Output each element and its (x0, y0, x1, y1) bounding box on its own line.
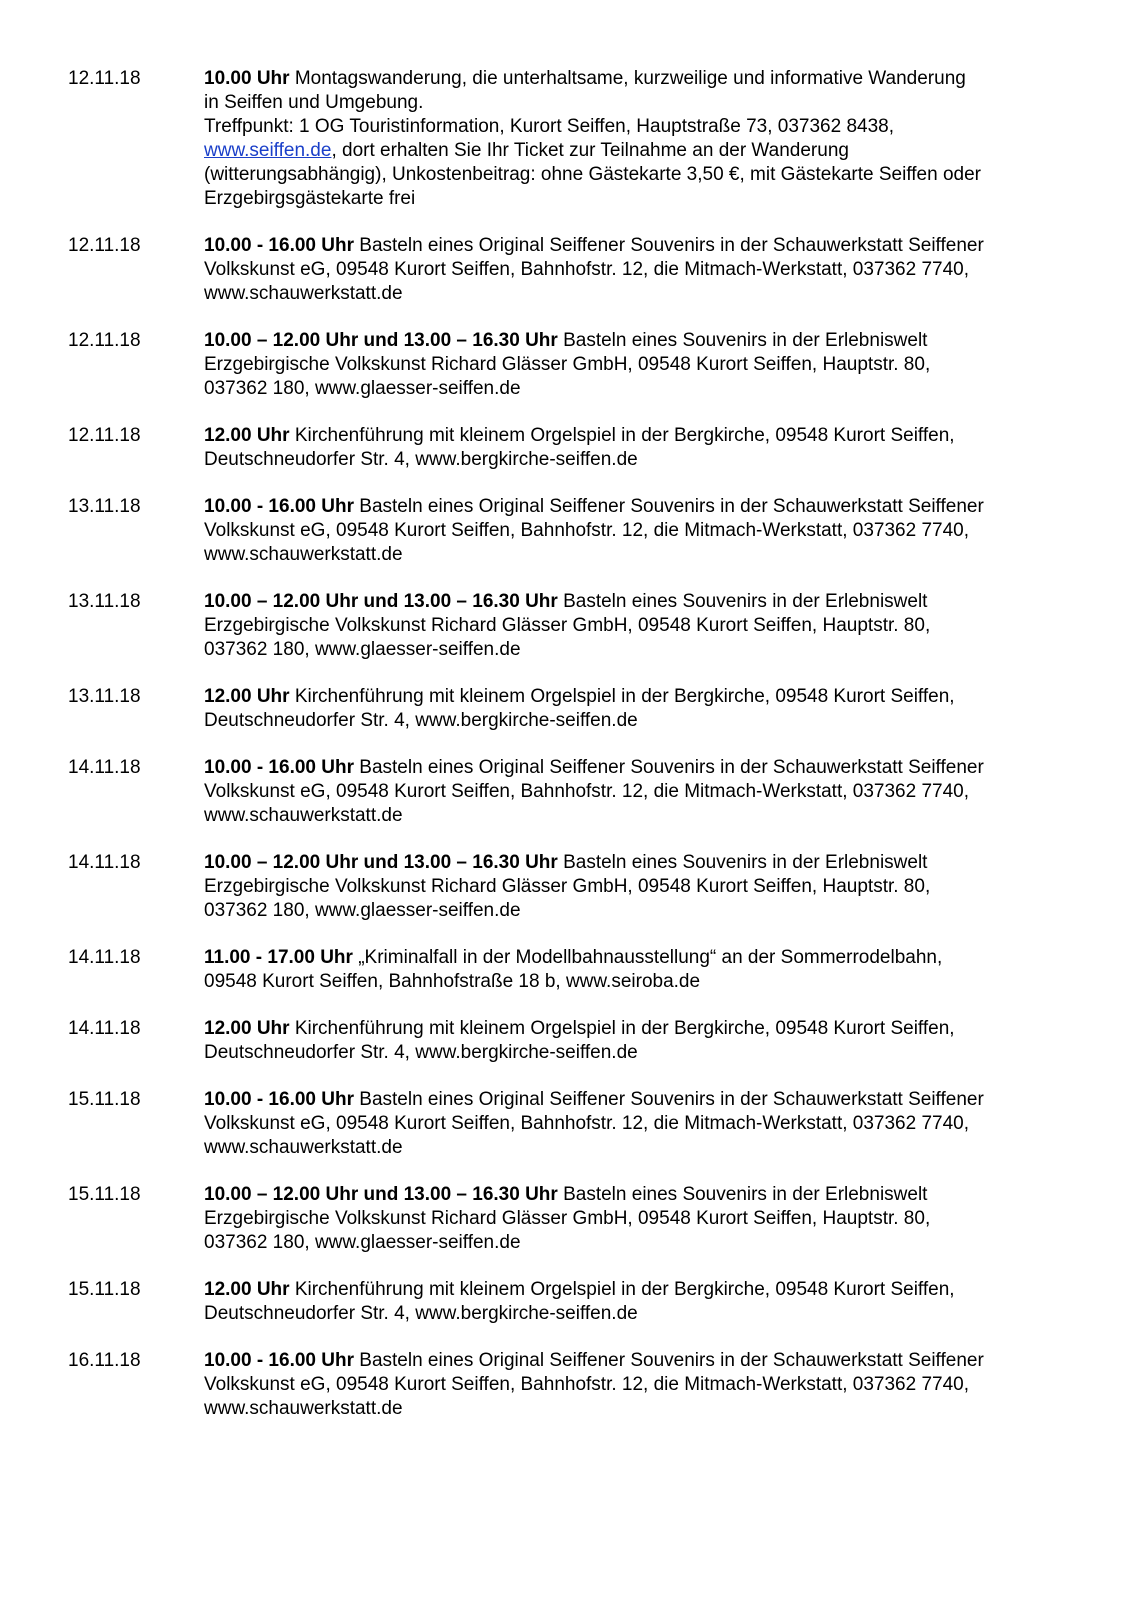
event-line (204, 1278, 1054, 1302)
event-date: 15.11.18 (68, 1089, 141, 1110)
entry-spacer (68, 401, 1068, 424)
event-line (204, 234, 1054, 258)
event-line (204, 851, 1054, 875)
event-time: 10.00 - 16.00 Uhr (204, 235, 354, 256)
event-text: Kirchenführung mit kleinem Orgelspiel in der Bergkirche, 09548 Kurort Seiffen, (294, 1279, 955, 1300)
event-entry (68, 1183, 1068, 1255)
event-line: www.schauwerkstatt.de (204, 544, 403, 565)
event-line: Deutschneudorfer Str. 4, www.bergkirche-seiffen.de (204, 1303, 638, 1324)
event-date: 15.11.18 (68, 1279, 141, 1300)
entry-spacer (68, 923, 1068, 946)
entry-spacer (68, 1326, 1068, 1349)
event-line: Volkskunst eG, 09548 Kurort Seiffen, Bahnhofstr. 12, die Mitmach-Werkstatt, 037362 7740, (204, 1374, 970, 1395)
event-time: 12.00 Uhr (204, 1018, 290, 1039)
event-text: Basteln eines Souvenirs in der Erlebniswelt (563, 591, 928, 612)
event-text: Basteln eines Original Seiffener Souvenirs in der Schauwerkstatt Seiffener (359, 1089, 984, 1110)
event-entry (68, 590, 1068, 662)
event-time: 10.00 – 12.00 Uhr und 13.00 – 16.30 Uhr (204, 1184, 558, 1205)
event-description (204, 1349, 1054, 1421)
event-description (204, 234, 1054, 306)
event-date: 14.11.18 (68, 852, 141, 873)
event-line (204, 946, 1054, 970)
event-time: 10.00 – 12.00 Uhr und 13.00 – 16.30 Uhr (204, 591, 558, 612)
event-entry (68, 424, 1068, 472)
entry-spacer (68, 828, 1068, 851)
event-line: Deutschneudorfer Str. 4, www.bergkirche-seiffen.de (204, 449, 638, 470)
event-line: Volkskunst eG, 09548 Kurort Seiffen, Bahnhofstr. 12, die Mitmach-Werkstatt, 037362 7740, (204, 1113, 970, 1134)
event-line (204, 495, 1054, 519)
event-line (204, 139, 1054, 163)
event-line (204, 424, 1054, 448)
event-entry (68, 946, 1068, 994)
event-line: 037362 180, www.glaesser-seiffen.de (204, 1232, 521, 1253)
event-line: Treffpunkt: 1 OG Touristinformation, Kurort Seiffen, Hauptstraße 73, 037362 8438, (204, 116, 895, 137)
event-text: „Kriminalfall in der Modellbahnausstellung“ an der Sommerrodelbahn, (358, 947, 943, 968)
event-line (204, 329, 1054, 353)
event-time: 10.00 - 16.00 Uhr (204, 1350, 354, 1371)
entry-spacer (68, 567, 1068, 590)
event-text: Basteln eines Souvenirs in der Erlebniswelt (563, 330, 928, 351)
event-description (204, 756, 1054, 828)
event-date: 14.11.18 (68, 947, 141, 968)
event-line: Volkskunst eG, 09548 Kurort Seiffen, Bahnhofstr. 12, die Mitmach-Werkstatt, 037362 7740, (204, 781, 970, 802)
event-line (204, 590, 1054, 614)
event-line: www.schauwerkstatt.de (204, 283, 403, 304)
event-line (204, 685, 1054, 709)
event-entry (68, 67, 1068, 211)
event-line: Deutschneudorfer Str. 4, www.bergkirche-seiffen.de (204, 710, 638, 731)
event-description (204, 685, 1054, 733)
event-time: 10.00 - 16.00 Uhr (204, 496, 354, 517)
event-line (204, 1183, 1054, 1207)
event-line: in Seiffen und Umgebung. (204, 92, 424, 113)
event-time: 10.00 - 16.00 Uhr (204, 1089, 354, 1110)
event-text: Basteln eines Original Seiffener Souvenirs in der Schauwerkstatt Seiffener (359, 496, 984, 517)
event-line (204, 756, 1054, 780)
event-line (204, 1088, 1054, 1112)
website-link[interactable]: www.seiffen.de (204, 140, 332, 161)
event-text: Basteln eines Original Seiffener Souvenirs in der Schauwerkstatt Seiffener (359, 235, 984, 256)
entry-spacer (68, 662, 1068, 685)
entry-spacer (68, 994, 1068, 1017)
event-time: 12.00 Uhr (204, 1279, 290, 1300)
event-date: 12.11.18 (68, 425, 141, 446)
event-time: 10.00 - 16.00 Uhr (204, 757, 354, 778)
entry-spacer (68, 1160, 1068, 1183)
event-description (204, 1183, 1054, 1255)
event-line: Volkskunst eG, 09548 Kurort Seiffen, Bahnhofstr. 12, die Mitmach-Werkstatt, 037362 7740, (204, 520, 970, 541)
event-line: Erzgebirgische Volkskunst Richard Glässer GmbH, 09548 Kurort Seiffen, Hauptstr. 80, (204, 1208, 931, 1229)
event-description (204, 851, 1054, 923)
event-date: 15.11.18 (68, 1184, 141, 1205)
event-entry (68, 685, 1068, 733)
event-date: 12.11.18 (68, 235, 141, 256)
event-description (204, 946, 1054, 994)
event-entry (68, 329, 1068, 401)
event-time: 12.00 Uhr (204, 686, 290, 707)
event-entry (68, 1017, 1068, 1065)
event-line: 037362 180, www.glaesser-seiffen.de (204, 378, 521, 399)
event-date: 14.11.18 (68, 757, 141, 778)
event-line (204, 67, 1054, 91)
event-line: Volkskunst eG, 09548 Kurort Seiffen, Bahnhofstr. 12, die Mitmach-Werkstatt, 037362 7740, (204, 259, 970, 280)
event-text: Kirchenführung mit kleinem Orgelspiel in der Bergkirche, 09548 Kurort Seiffen, (294, 425, 955, 446)
event-description (204, 424, 1054, 472)
event-text: Basteln eines Original Seiffener Souvenirs in der Schauwerkstatt Seiffener (359, 1350, 984, 1371)
event-description (204, 67, 1054, 211)
event-entry (68, 1349, 1068, 1421)
event-line: 037362 180, www.glaesser-seiffen.de (204, 900, 521, 921)
event-entry (68, 495, 1068, 567)
event-date: 13.11.18 (68, 496, 141, 517)
event-line: Erzgebirgische Volkskunst Richard Glässer GmbH, 09548 Kurort Seiffen, Hauptstr. 80, (204, 615, 931, 636)
event-text: Montagswanderung, die unterhaltsame, kurzweilige und informative Wanderung (294, 68, 966, 89)
entry-spacer (68, 211, 1068, 234)
event-text: Basteln eines Souvenirs in der Erlebniswelt (563, 1184, 928, 1205)
event-entry (68, 234, 1068, 306)
event-line: Deutschneudorfer Str. 4, www.bergkirche-seiffen.de (204, 1042, 638, 1063)
entry-spacer (68, 1065, 1068, 1088)
event-line: www.schauwerkstatt.de (204, 805, 403, 826)
event-text: Kirchenführung mit kleinem Orgelspiel in der Bergkirche, 09548 Kurort Seiffen, (294, 686, 955, 707)
event-entry (68, 756, 1068, 828)
event-date: 13.11.18 (68, 686, 141, 707)
event-date: 12.11.18 (68, 68, 141, 89)
event-line: (witterungsabhängig), Unkostenbeitrag: ohne Gästekarte 3,50 €, mit Gästekarte Seiffen oder (204, 164, 981, 185)
event-description (204, 495, 1054, 567)
event-time: 10.00 Uhr (204, 68, 290, 89)
event-line: Erzgebirgische Volkskunst Richard Glässer GmbH, 09548 Kurort Seiffen, Hauptstr. 80, (204, 354, 931, 375)
event-date: 12.11.18 (68, 330, 141, 351)
event-line: 037362 180, www.glaesser-seiffen.de (204, 639, 521, 660)
entry-spacer (68, 1255, 1068, 1278)
event-list (68, 67, 1068, 1421)
event-time: 11.00 - 17.00 Uhr (204, 947, 353, 968)
event-text: Basteln eines Souvenirs in der Erlebniswelt (563, 852, 928, 873)
event-description (204, 1088, 1054, 1160)
event-line (204, 1017, 1054, 1041)
entry-spacer (68, 306, 1068, 329)
entry-spacer (68, 733, 1068, 756)
event-date: 14.11.18 (68, 1018, 141, 1039)
event-text: , dort erhalten Sie Ihr Ticket zur Teilnahme an der Wanderung (331, 140, 849, 161)
event-description (204, 1278, 1054, 1326)
entry-spacer (68, 472, 1068, 495)
event-entry (68, 1088, 1068, 1160)
event-time: 10.00 – 12.00 Uhr und 13.00 – 16.30 Uhr (204, 852, 558, 873)
event-entry (68, 1278, 1068, 1326)
event-description (204, 1017, 1054, 1065)
event-line: Erzgebirgsgästekarte frei (204, 188, 416, 209)
event-time: 12.00 Uhr (204, 425, 290, 446)
event-date: 16.11.18 (68, 1350, 141, 1371)
event-description (204, 590, 1054, 662)
event-text: Basteln eines Original Seiffener Souvenirs in der Schauwerkstatt Seiffener (359, 757, 984, 778)
event-line: www.schauwerkstatt.de (204, 1137, 403, 1158)
event-entry (68, 851, 1068, 923)
event-line (204, 1349, 1054, 1373)
event-text: Kirchenführung mit kleinem Orgelspiel in der Bergkirche, 09548 Kurort Seiffen, (294, 1018, 955, 1039)
event-date: 13.11.18 (68, 591, 141, 612)
event-line: www.schauwerkstatt.de (204, 1398, 403, 1419)
event-description (204, 329, 1054, 401)
event-line: Erzgebirgische Volkskunst Richard Glässer GmbH, 09548 Kurort Seiffen, Hauptstr. 80, (204, 876, 931, 897)
event-line: 09548 Kurort Seiffen, Bahnhofstraße 18 b, www.seiroba.de (204, 971, 701, 992)
event-time: 10.00 – 12.00 Uhr und 13.00 – 16.30 Uhr (204, 330, 558, 351)
